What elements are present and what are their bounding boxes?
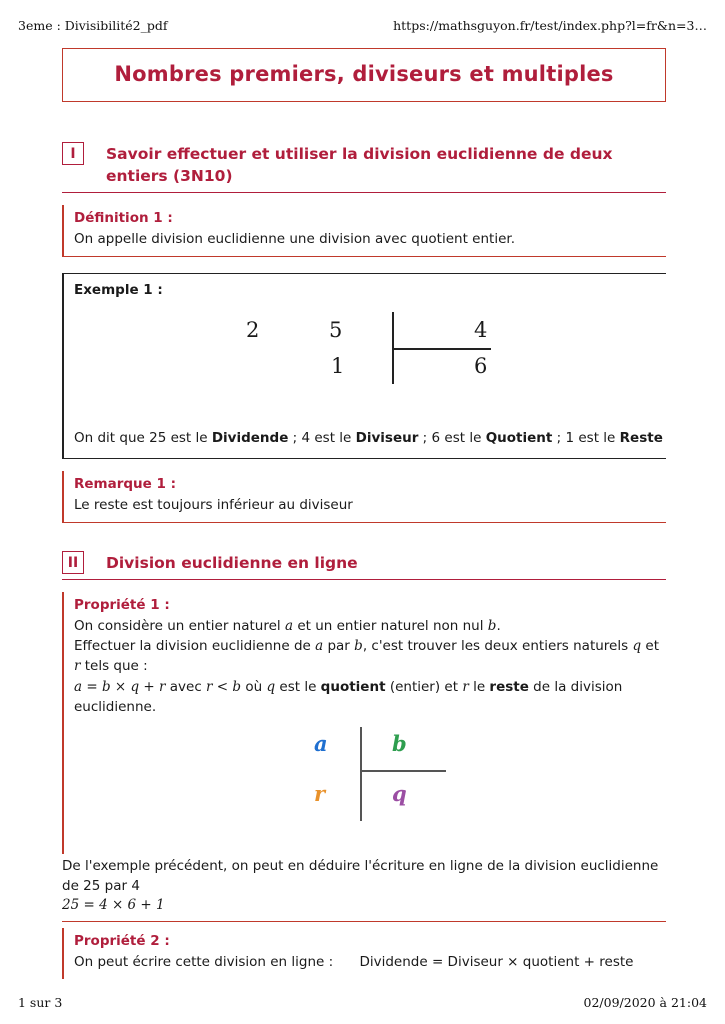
section-1-rule <box>62 192 666 193</box>
p1-l2-part-2: par <box>323 638 355 655</box>
dividend-tens-digit: 2 <box>246 318 260 343</box>
definition-1-rule <box>62 256 666 257</box>
definition-1-label: Définition 1 : <box>74 209 173 226</box>
property-1-block <box>62 592 666 854</box>
example-1-block <box>62 273 666 458</box>
p1-l2-part-3: , c'est trouver les deux entiers naturels <box>362 638 633 655</box>
property-2-block <box>62 928 666 979</box>
p1-l2-var-r: r <box>74 658 81 675</box>
property-2-rule <box>62 921 666 922</box>
print-header-left: 3eme : Divisibilité2_pdf <box>18 18 168 33</box>
term-dividende: Dividende <box>211 430 289 447</box>
p1-l3-var-r: r <box>462 678 469 695</box>
dividend-units-digit: 5 <box>329 318 343 343</box>
p1-l2-part-4: et <box>641 638 659 655</box>
conclusion-part-3: ; 6 est le <box>418 430 486 447</box>
p1-l3-part-2: où <box>241 678 267 695</box>
conclusion-part-4: ; 1 est le <box>552 430 620 447</box>
p1-formula: a = b × q + r <box>74 678 166 695</box>
term-quotient: Quotient <box>485 430 553 447</box>
p1-l3-var-q: q <box>266 678 276 695</box>
section-1-head <box>62 142 666 188</box>
document-title-box <box>62 48 666 102</box>
p1-l3-part-1: avec <box>165 678 207 695</box>
remark-1-block <box>62 471 666 522</box>
section-1 <box>62 142 666 193</box>
p1-l3-part-4: (entier) et <box>385 678 463 695</box>
section-2-number: II <box>62 551 84 574</box>
p1-l1-part-3: . <box>496 617 501 634</box>
p1-l3-ineq: r < b <box>206 678 242 695</box>
p1-l2-var-q: q <box>632 638 642 655</box>
property-2-label: Propriété 2 : <box>74 932 170 949</box>
term-reste: Reste <box>619 430 663 447</box>
diagram-symbol-b: b <box>392 731 407 757</box>
divisor-digit: 4 <box>474 318 488 343</box>
p1-l3-part-6: de la division euclidienne. <box>74 678 623 715</box>
p1-term-reste: reste <box>489 678 529 695</box>
print-header <box>0 18 725 33</box>
print-footer-left: 1 sur 3 <box>18 995 63 1010</box>
definition-1-text: On appelle division euclidienne une division avec quotient entier. <box>74 230 515 247</box>
print-header-right: https://mathsguyon.fr/test/index.php?l=fr&n=3… <box>393 18 707 33</box>
remark-1-rule <box>62 522 666 523</box>
remark-1-text: Le reste est toujours inférieur au diviseur <box>74 497 353 514</box>
euclidean-division-diagram <box>74 312 666 422</box>
example-1-conclusion <box>74 430 666 446</box>
document-body <box>62 48 666 979</box>
section-2-title: Division euclidienne en ligne <box>106 554 358 573</box>
p1-l1-var-b: b <box>487 617 497 634</box>
diagram-horizontal-bar <box>360 770 446 772</box>
remark-1-label: Remarque 1 : <box>74 476 177 493</box>
diagram-symbol-a: a <box>314 731 328 757</box>
p1-l1-var-a: a <box>284 617 294 634</box>
p1-l1-part-1: On considère un entier naturel <box>74 617 285 634</box>
deduction-line-2: 25 = 4 × 6 + 1 <box>62 896 165 913</box>
property-2-text <box>74 952 666 972</box>
property-2-intro: On peut écrire cette division en ligne : <box>74 953 334 970</box>
p1-l2-part-5: tels que : <box>80 658 148 675</box>
term-diviseur: Diviseur <box>355 430 419 447</box>
section-2-head <box>62 551 666 574</box>
p1-l3-part-5: le <box>468 678 490 695</box>
print-footer-right: 02/09/2020 à 21:04 <box>583 995 707 1010</box>
p1-l2-var-a: a <box>315 638 324 655</box>
property-2-formula: Dividende = Diviseur × quotient + reste <box>359 953 634 970</box>
property-1-line-2 <box>74 636 666 677</box>
section-1-number: I <box>62 142 84 165</box>
p1-l3-part-3: est le <box>275 678 321 695</box>
deduction-line-1: De l'exemple précédent, on peut en déduire l'écriture en ligne de la division euclidienne de 25 par 4 <box>62 858 659 895</box>
conclusion-part-1: On dit que 25 est le <box>74 430 212 447</box>
diagram-symbol-q: q <box>392 781 407 807</box>
division-horizontal-bar <box>392 348 491 350</box>
p1-l2-var-b: b <box>354 638 363 655</box>
example-1-rule <box>62 458 666 459</box>
p1-l1-part-2: et un entier naturel non nul <box>293 617 488 634</box>
example-1-label: Exemple 1 : <box>74 282 163 299</box>
page-title: Nombres premiers, diviseurs et multiples <box>114 62 614 86</box>
p1-l2-part-1: Effectuer la division euclidienne de <box>74 638 316 655</box>
diagram-vertical-bar <box>360 727 362 821</box>
p1-term-quotient: quotient <box>320 678 386 695</box>
remainder-digit: 1 <box>331 354 345 379</box>
section-1-title: Savoir effectuer et utiliser la division euclidienne de deux entiers (3N10) <box>106 145 613 186</box>
section-2 <box>62 551 666 579</box>
quotient-digit: 6 <box>474 354 488 379</box>
property-1-label: Propriété 1 : <box>74 596 170 613</box>
property-1-line-3 <box>74 677 666 718</box>
property-1-line-1 <box>74 616 666 636</box>
print-footer <box>0 995 725 1010</box>
definition-1-block <box>62 205 666 256</box>
algebraic-division-diagram <box>74 727 666 847</box>
diagram-symbol-r: r <box>314 781 326 807</box>
conclusion-part-2: ; 4 est le <box>288 430 356 447</box>
section-2-rule <box>62 579 666 580</box>
